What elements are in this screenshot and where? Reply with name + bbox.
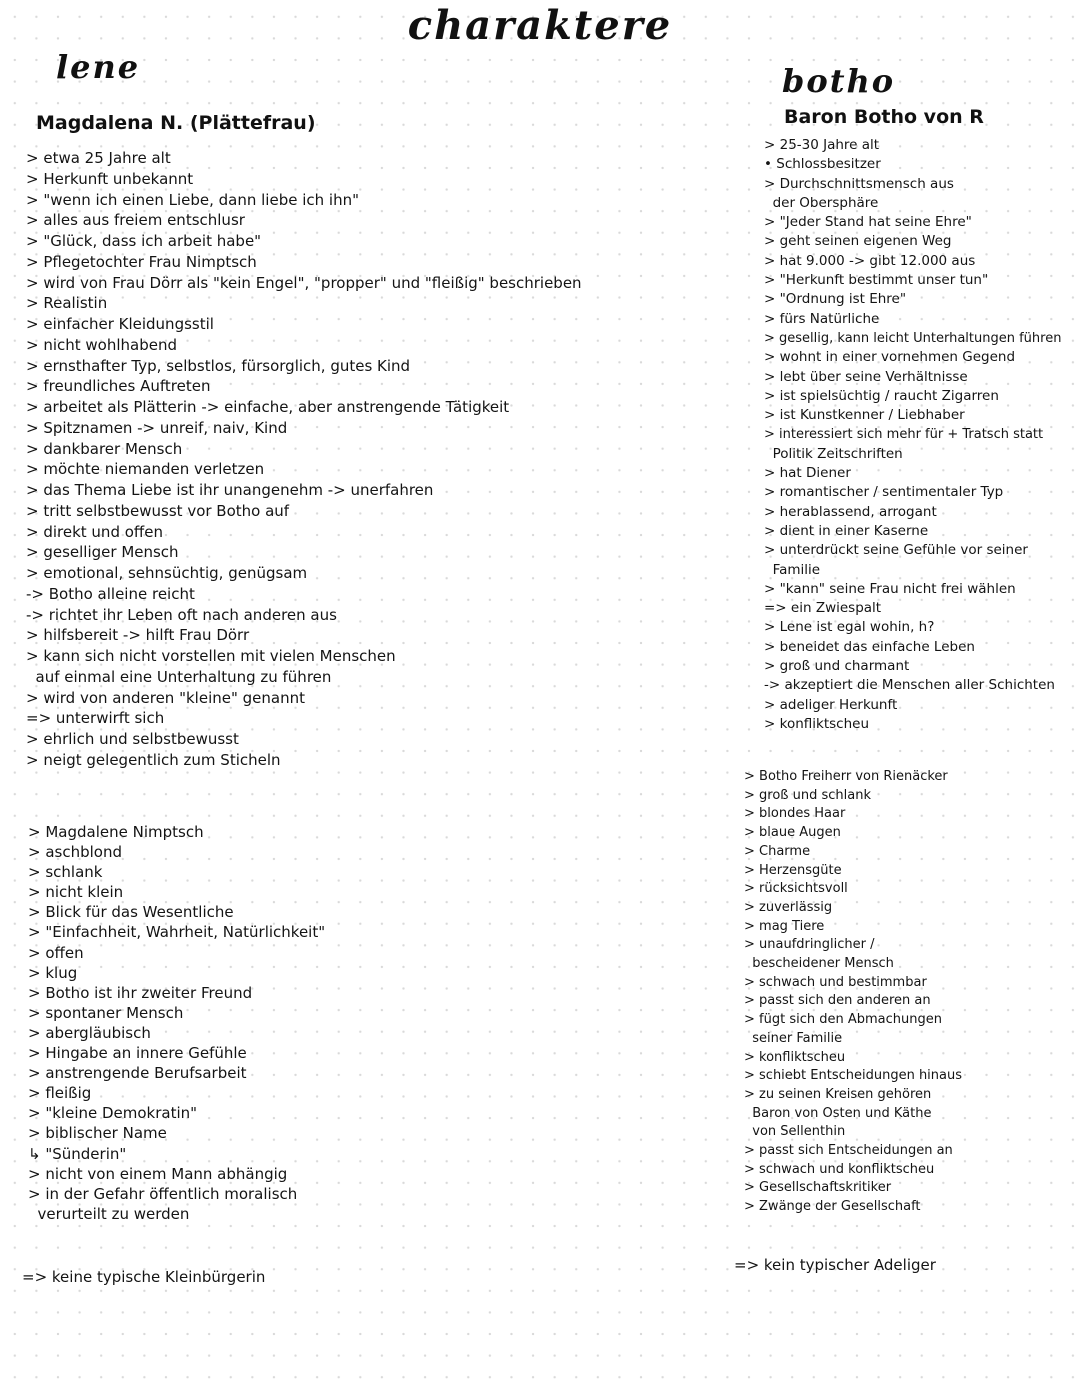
list-item: > offen xyxy=(28,943,84,962)
list-item: von Sellenthin xyxy=(744,1124,846,1140)
list-item: > fügt sich den Abmachungen xyxy=(744,1012,942,1028)
lene-traits-list-2 xyxy=(28,822,325,1224)
list-item: Politik Zeitschriften xyxy=(764,445,903,462)
list-item: > blaue Augen xyxy=(744,825,841,841)
list-item: > das Thema Liebe ist ihr unangenehm -> unerfahren xyxy=(26,481,434,499)
list-item: > interessiert sich mehr für + Tratsch statt xyxy=(764,427,1044,443)
list-item: > konfliktscheu xyxy=(744,1049,846,1065)
list-item: > biblischer Name xyxy=(28,1124,167,1143)
list-item: > ernsthafter Typ, selbstlos, fürsorglich, gutes Kind xyxy=(26,356,411,375)
list-item: > groß und charmant xyxy=(764,658,910,675)
list-item: bescheidener Mensch xyxy=(744,956,894,972)
list-item: > ehrlich und selbstbewusst xyxy=(26,730,239,748)
list-item: > groß und schlank xyxy=(744,787,871,803)
list-item: > unterdrückt seine Gefühle vor seiner xyxy=(764,542,1028,559)
list-item: > zuverlässig xyxy=(744,899,833,915)
list-item: verurteilt zu werden xyxy=(28,1204,190,1223)
lene-conclusion: => keine typische Kleinbürgerin xyxy=(22,1268,266,1286)
list-item: > rücksichtsvoll xyxy=(744,881,848,897)
list-item: > geht seinen eigenen Weg xyxy=(764,233,952,250)
list-item: > Herzensgüte xyxy=(744,862,842,878)
list-item: > nicht klein xyxy=(28,883,124,902)
botho-traits-list xyxy=(764,136,1061,734)
list-item: > aschblond xyxy=(28,843,122,862)
list-item: > "kleine Demokratin" xyxy=(28,1104,198,1123)
list-item: > "Einfachheit, Wahrheit, Natürlichkeit" xyxy=(28,923,326,942)
list-item: > ist Kunstkenner / Liebhaber xyxy=(764,407,965,424)
list-item: > hilfsbereit -> hilft Frau Dörr xyxy=(26,626,250,645)
page-title: charaktere xyxy=(407,2,673,49)
list-item: > adeliger Herkunft xyxy=(764,696,898,713)
list-item: > wird von Frau Dörr als "kein Engel", "propper" und "fleißig" beschrieben xyxy=(26,273,582,292)
list-item: > nicht von einem Mann abhängig xyxy=(28,1164,288,1183)
list-item: > "Herkunft bestimmt unser tun" xyxy=(764,272,989,289)
list-item: > schlank xyxy=(28,863,103,882)
list-item: > Durchschnittsmensch aus xyxy=(764,175,954,192)
list-item: > beneidet das einfache Leben xyxy=(764,638,975,655)
list-item: Familie xyxy=(764,561,821,578)
list-item: > schwach und konfliktscheu xyxy=(744,1161,935,1177)
list-item: Baron von Osten und Käthe xyxy=(744,1105,932,1121)
botho-traits-list-2 xyxy=(744,768,962,1217)
list-item: > romantischer / sentimentaler Typ xyxy=(764,484,1004,501)
list-item: > blondes Haar xyxy=(744,806,846,822)
list-item: -> richtet ihr Leben oft nach anderen aus xyxy=(26,605,337,624)
list-item: seiner Familie xyxy=(744,1030,843,1046)
list-item: > ist spielsüchtig / raucht Zigarren xyxy=(764,387,999,404)
list-item: > dankbarer Mensch xyxy=(26,439,183,458)
list-item: > Magdalene Nimptsch xyxy=(28,823,204,841)
list-item: > Pflegetochter Frau Nimptsch xyxy=(26,252,257,271)
list-item: > in der Gefahr öffentlich moralisch xyxy=(28,1184,298,1203)
list-item: => ein Zwiespalt xyxy=(764,600,882,617)
list-item: > Botho Freiherr von Rienäcker xyxy=(744,769,948,784)
list-item: > kann sich nicht vorstellen mit vielen Menschen xyxy=(26,647,396,665)
list-item: > "wenn ich einen Liebe, dann liebe ich ihn" xyxy=(26,190,359,209)
list-item: > arbeitet als Plätterin -> einfache, aber anstrengende Tätigkeit xyxy=(26,398,510,416)
list-item: > "kann" seine Frau nicht frei wählen xyxy=(764,580,1016,597)
list-item: > Realistin xyxy=(26,294,108,313)
botho-conclusion: => kein typischer Adeliger xyxy=(734,1256,936,1274)
list-item: > passt sich Entscheidungen an xyxy=(744,1143,953,1159)
list-item: > Charme xyxy=(744,843,811,859)
list-item: > Herkunft unbekannt xyxy=(26,169,194,188)
lene-traits-list xyxy=(26,148,582,771)
list-item: -> akzeptiert die Menschen aller Schichten xyxy=(764,677,1055,694)
list-item: > passt sich den anderen an xyxy=(744,993,931,1009)
botho-heading: botho xyxy=(782,62,896,100)
list-item: > unaufdringlicher / xyxy=(744,937,875,953)
list-item: > konfliktscheu xyxy=(764,715,869,732)
list-item: > "Glück, dass ich arbeit habe" xyxy=(26,232,262,250)
list-item: > zu seinen Kreisen gehören xyxy=(744,1086,932,1102)
list-item: > gesellig, kann leicht Unterhaltungen führen xyxy=(764,330,1062,346)
list-item: > hat Diener xyxy=(764,465,851,482)
list-item: > tritt selbstbewusst vor Botho auf xyxy=(26,501,290,520)
list-item: > schiebt Entscheidungen hinaus xyxy=(744,1068,963,1084)
list-item: > wohnt in einer vornehmen Gegend xyxy=(764,349,1016,366)
list-item: -> Botho alleine reicht xyxy=(26,584,195,603)
list-item: > wird von anderen "kleine" genannt xyxy=(26,688,305,707)
list-item: > Lene ist egal wohin, h? xyxy=(764,619,935,636)
list-item: > "Ordnung ist Ehre" xyxy=(764,291,907,308)
list-item: > dient in einer Kaserne xyxy=(764,522,929,539)
list-item: der Obersphäre xyxy=(764,194,879,211)
list-item: > freundliches Auftreten xyxy=(26,377,211,396)
lene-subheading: Magdalena N. (Plättefrau) xyxy=(36,112,316,134)
list-item: > fürs Natürliche xyxy=(764,310,880,327)
list-item: > alles aus freiem entschlusr xyxy=(26,211,245,230)
botho-subheading: Baron Botho von R xyxy=(784,106,984,128)
list-item: > lebt über seine Verhältnisse xyxy=(764,368,968,385)
list-item: > Botho ist ihr zweiter Freund xyxy=(28,983,253,1002)
list-item: > möchte niemanden verletzen xyxy=(26,460,265,479)
list-item: > hat 9.000 -> gibt 12.000 aus xyxy=(764,252,976,269)
list-item: > Hingabe an innere Gefühle xyxy=(28,1044,247,1063)
list-item: > 25-30 Jahre alt xyxy=(764,137,880,153)
list-item: => unterwirft sich xyxy=(26,709,165,728)
list-item: > mag Tiere xyxy=(744,918,825,934)
list-item: > Blick für das Wesentliche xyxy=(28,903,234,922)
list-item: > einfacher Kleidungsstil xyxy=(26,315,214,333)
list-item: > klug xyxy=(28,963,78,982)
list-item: > etwa 25 Jahre alt xyxy=(26,149,171,167)
list-item: > schwach und bestimmbar xyxy=(744,974,927,990)
list-item: > Spitznamen -> unreif, naiv, Kind xyxy=(26,418,288,437)
list-item: auf einmal eine Unterhaltung zu führen xyxy=(26,667,332,686)
list-item: > anstrengende Berufsarbeit xyxy=(28,1064,247,1083)
list-item: > neigt gelegentlich zum Sticheln xyxy=(26,750,281,769)
list-item: > geselliger Mensch xyxy=(26,543,179,562)
list-item: > spontaner Mensch xyxy=(28,1003,184,1022)
list-item: > emotional, sehnsüchtig, genügsam xyxy=(26,564,308,582)
lene-heading: lene xyxy=(56,48,141,86)
list-item: > Zwänge der Gesellschaft xyxy=(744,1199,921,1215)
list-item: > direkt und offen xyxy=(26,522,163,541)
list-item: > "Jeder Stand hat seine Ehre" xyxy=(764,214,972,231)
list-item: > nicht wohlhabend xyxy=(26,335,178,354)
list-item: ↳ "Sünderin" xyxy=(28,1144,127,1163)
list-item: • Schlossbesitzer xyxy=(764,156,881,173)
list-item: > herablassend, arrogant xyxy=(764,503,937,520)
list-item: > fleißig xyxy=(28,1084,92,1103)
list-item: > abergläubisch xyxy=(28,1023,151,1042)
list-item: > Gesellschaftskritiker xyxy=(744,1180,892,1196)
